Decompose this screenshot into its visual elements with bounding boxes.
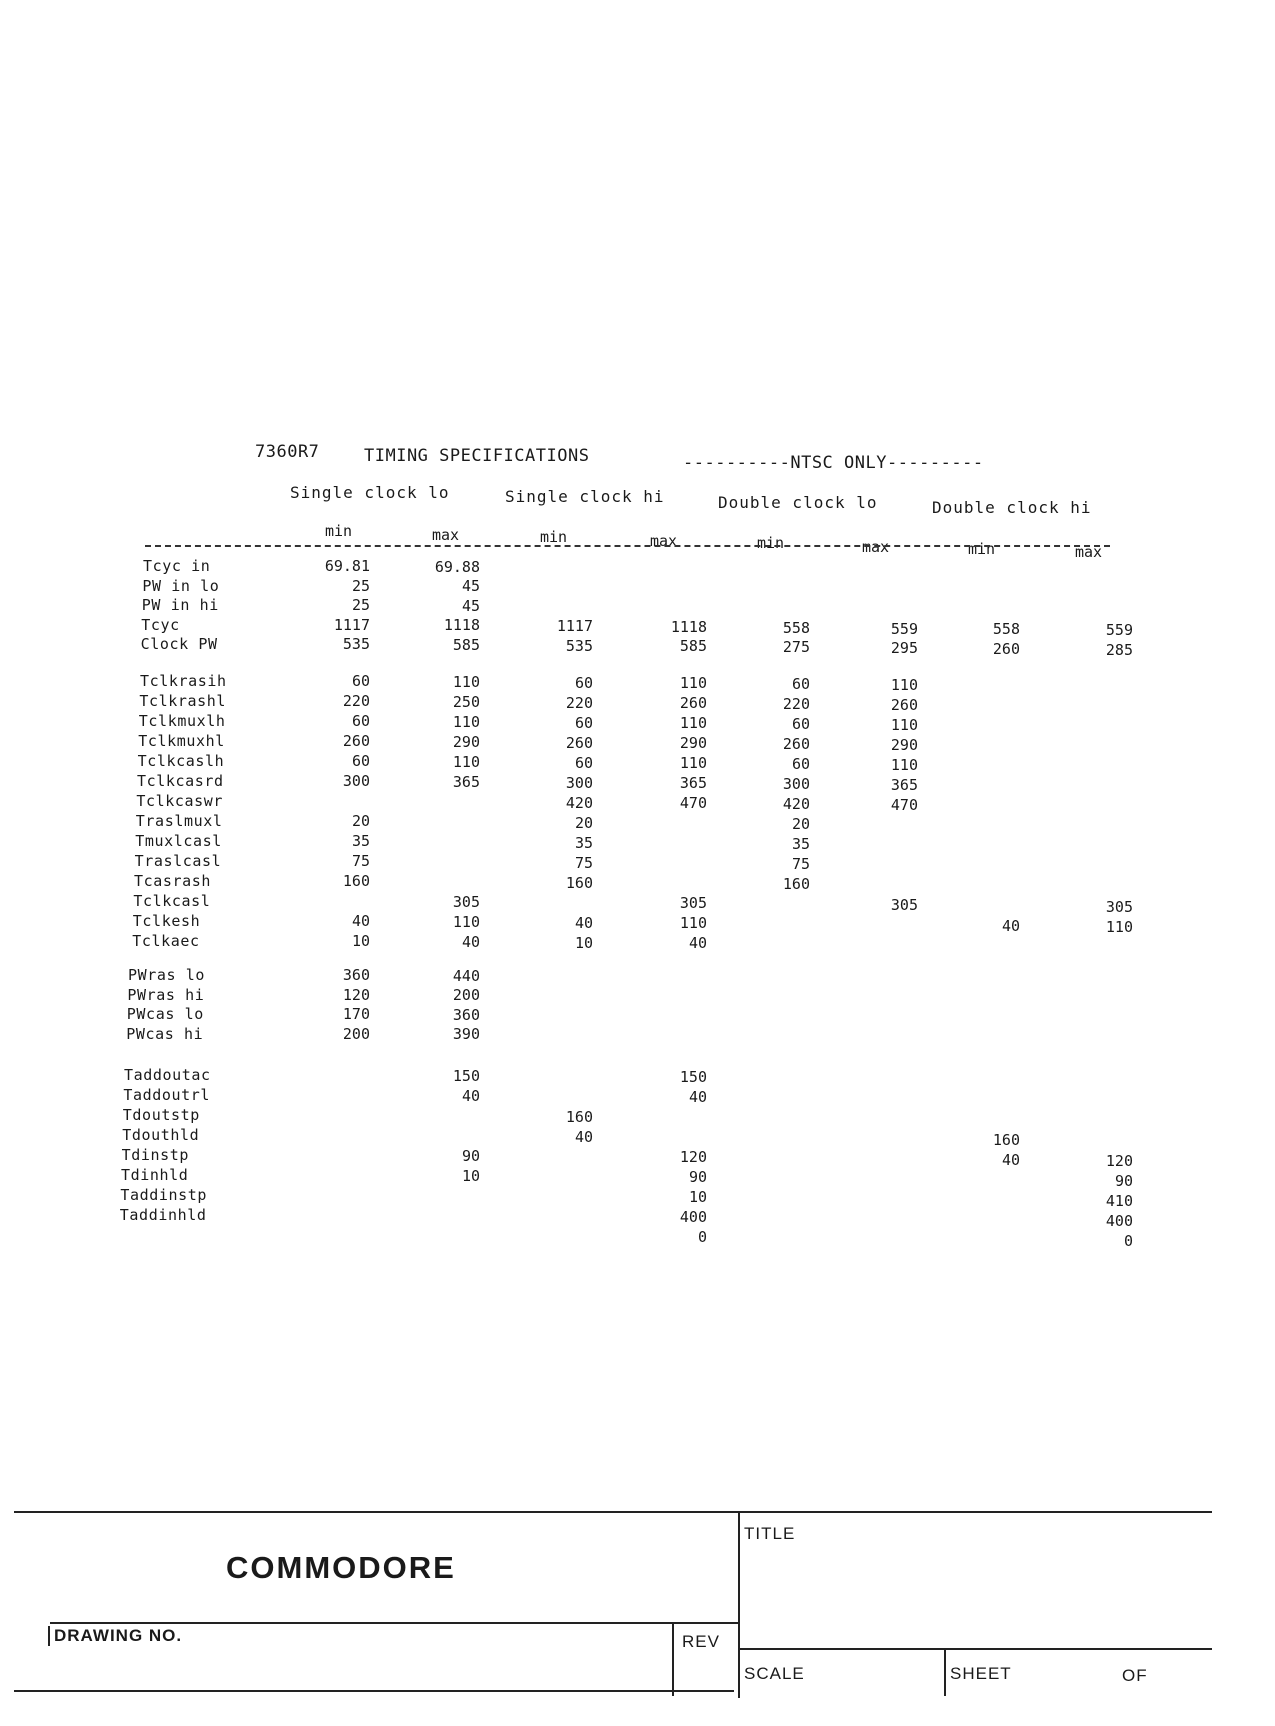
table-cell: 470 xyxy=(679,794,707,813)
parameter-name: Tcasrash xyxy=(134,872,212,890)
table-cell: 60 xyxy=(351,712,370,730)
table-cell: 300 xyxy=(565,773,593,792)
table-cell: 170 xyxy=(342,1005,370,1023)
ntsc-note: ----------NTSC ONLY--------- xyxy=(683,453,984,473)
parameter-name: Tclkcaslh xyxy=(137,752,225,770)
parameter-name: Tclkrasih xyxy=(140,672,227,690)
table-cell: 290 xyxy=(890,736,918,754)
table-cell: 110 xyxy=(452,752,480,771)
table-cell: 40 xyxy=(574,913,593,932)
table-cell: 110 xyxy=(890,716,918,734)
title-block-top-rule xyxy=(14,1511,1212,1513)
table-cell: 410 xyxy=(1105,1191,1133,1210)
parameter-name: PWras hi xyxy=(127,985,205,1004)
table-cell: 45 xyxy=(461,596,480,615)
table-cell: 250 xyxy=(452,692,480,711)
table-cell: 150 xyxy=(452,1066,480,1085)
table-cell: 40 xyxy=(461,932,480,951)
parameter-name: Tcyc xyxy=(141,615,180,634)
table-cell: 160 xyxy=(565,873,593,892)
table-cell: 290 xyxy=(452,732,480,751)
table-cell: 40 xyxy=(574,1127,593,1146)
parameter-name: Tclkmuxhl xyxy=(138,732,225,750)
table-cell: 10 xyxy=(574,933,593,952)
table-cell: 365 xyxy=(679,774,707,793)
table-cell: 110 xyxy=(452,672,480,691)
table-cell: 35 xyxy=(574,833,593,852)
table-cell: 360 xyxy=(452,1005,480,1024)
rev-divider xyxy=(672,1622,674,1696)
parameter-name: PWcas lo xyxy=(126,1005,204,1023)
table-cell: 1117 xyxy=(333,615,370,634)
table-cell: 559 xyxy=(890,619,918,638)
subheader-min-1: min xyxy=(325,522,353,540)
table-cell: 40 xyxy=(1001,916,1020,935)
table-cell: 110 xyxy=(679,674,707,693)
table-cell: 535 xyxy=(565,636,593,655)
table-cell: 35 xyxy=(351,832,370,850)
parameter-name: Tclkrashl xyxy=(139,692,227,710)
table-cell: 110 xyxy=(452,712,480,731)
table-cell: 40 xyxy=(688,1088,707,1107)
subheader-max-2: max xyxy=(650,532,678,550)
table-cell: 558 xyxy=(992,620,1020,639)
table-cell: 20 xyxy=(791,815,810,834)
subheader-min-4: min xyxy=(968,540,996,558)
table-cell: 260 xyxy=(565,733,593,752)
table-cell: 305 xyxy=(1105,897,1133,916)
parameter-name: Tclkaec xyxy=(132,932,200,950)
parameter-name: Traslmuxl xyxy=(135,812,223,830)
table-cell: 69.81 xyxy=(324,557,370,575)
table-cell: 305 xyxy=(452,892,480,911)
table-cell: 300 xyxy=(782,775,810,794)
table-cell: 110 xyxy=(890,676,918,694)
table-cell: 60 xyxy=(351,672,370,690)
table-cell: 69.88 xyxy=(434,557,480,576)
table-cell: 1117 xyxy=(556,617,593,636)
table-cell: 120 xyxy=(679,1148,707,1167)
parameter-name: Tdinhld xyxy=(121,1166,189,1184)
table-cell: 535 xyxy=(342,635,370,653)
table-cell: 160 xyxy=(782,875,810,894)
table-cell: 400 xyxy=(679,1208,707,1227)
table-cell: 110 xyxy=(679,714,707,733)
table-cell: 365 xyxy=(890,776,918,794)
table-cell: 60 xyxy=(791,675,810,694)
table-cell: 60 xyxy=(791,715,810,734)
drawing-no-rule xyxy=(50,1622,738,1624)
table-cell: 110 xyxy=(679,754,707,773)
table-cell: 120 xyxy=(1105,1151,1133,1170)
table-cell: 40 xyxy=(461,1086,480,1105)
table-cell: 160 xyxy=(992,1130,1020,1149)
parameter-name: PWras lo xyxy=(128,966,206,984)
parameter-name: Taddinhld xyxy=(119,1206,207,1224)
parameter-name: Tclkmuxlh xyxy=(138,712,226,730)
table-cell: 90 xyxy=(461,1146,480,1165)
table-cell: 110 xyxy=(452,912,480,931)
table-cell: 25 xyxy=(351,596,370,614)
left-tick xyxy=(48,1626,50,1646)
table-cell: 470 xyxy=(890,796,918,814)
table-cell: 420 xyxy=(565,793,593,812)
table-cell: 260 xyxy=(890,696,918,714)
company-logo-text: COMMODORE xyxy=(226,1550,456,1585)
scale-rule xyxy=(740,1648,1212,1650)
subheader-max-3: max xyxy=(862,538,890,556)
table-cell: 365 xyxy=(452,772,480,791)
parameter-name: Tclkcaswr xyxy=(136,792,224,810)
table-cell: 420 xyxy=(782,795,810,814)
table-cell: 1118 xyxy=(443,616,480,635)
table-cell: 20 xyxy=(351,812,370,830)
table-cell: 1118 xyxy=(670,617,707,636)
table-cell: 260 xyxy=(342,732,370,750)
parameter-name: Tclkcasrd xyxy=(137,772,224,790)
table-cell: 559 xyxy=(1105,621,1133,640)
table-cell: 160 xyxy=(342,872,370,890)
table-cell: 90 xyxy=(1114,1171,1133,1190)
table-cell: 120 xyxy=(342,985,370,1004)
parameter-name: PW in lo xyxy=(142,576,220,595)
table-cell: 0 xyxy=(1123,1231,1133,1250)
table-cell: 220 xyxy=(565,693,593,712)
parameter-name: PW in hi xyxy=(141,596,219,614)
parameter-name: Tclkesh xyxy=(132,912,201,930)
group-double-clock-hi: Double clock hi xyxy=(932,498,1092,517)
subheader-min-3: min xyxy=(757,534,785,552)
table-cell: 295 xyxy=(890,639,918,657)
parameter-name: Tcyc in xyxy=(143,557,211,575)
table-cell: 40 xyxy=(351,912,370,930)
table-cell: 150 xyxy=(679,1068,707,1087)
title-block-bottom-rule xyxy=(14,1690,734,1692)
table-cell: 75 xyxy=(351,852,370,870)
subheader-max-4: max xyxy=(1075,543,1103,561)
table-cell: 60 xyxy=(351,752,370,770)
table-cell: 110 xyxy=(890,756,918,774)
table-cell: 40 xyxy=(1001,1150,1020,1169)
table-cell: 0 xyxy=(697,1228,707,1247)
table-cell: 200 xyxy=(342,1024,370,1043)
parameter-name: Taddoutac xyxy=(124,1066,211,1084)
group-single-clock-lo: Single clock lo xyxy=(290,483,450,502)
table-cell: 305 xyxy=(679,894,707,913)
table-cell: 220 xyxy=(782,695,810,714)
table-cell: 285 xyxy=(1105,640,1133,659)
table-cell: 60 xyxy=(574,713,593,732)
table-cell: 75 xyxy=(574,853,593,872)
table-cell: 220 xyxy=(342,692,370,710)
table-cell: 60 xyxy=(574,673,593,692)
group-double-clock-lo: Double clock lo xyxy=(718,493,878,512)
table-cell: 260 xyxy=(679,694,707,713)
table-cell: 290 xyxy=(679,734,707,753)
page-title: TIMING SPECIFICATIONS xyxy=(364,446,590,466)
sheet-divider xyxy=(944,1648,946,1696)
of-label: OF xyxy=(1122,1666,1148,1685)
table-cell: 275 xyxy=(782,638,810,657)
parameter-name: PWcas hi xyxy=(126,1024,204,1043)
subheader-min-2: min xyxy=(540,528,568,546)
table-cell: 360 xyxy=(342,966,370,984)
table-cell: 440 xyxy=(452,966,480,985)
table-cell: 25 xyxy=(351,576,370,595)
parameter-name: Tdouthld xyxy=(122,1126,200,1144)
parameter-name: Tmuxlcasl xyxy=(135,832,222,850)
title-block-divider xyxy=(738,1512,740,1698)
parameter-name: Tclkcasl xyxy=(133,892,211,910)
table-cell: 260 xyxy=(992,639,1020,658)
table-cell: 10 xyxy=(461,1166,480,1185)
table-cell: 90 xyxy=(688,1168,707,1187)
table-cell: 60 xyxy=(791,755,810,774)
subheader-max-1: max xyxy=(432,526,460,544)
table-cell: 585 xyxy=(679,637,707,656)
table-cell: 75 xyxy=(791,855,810,874)
drawing-no-label: DRAWING NO. xyxy=(54,1626,183,1645)
table-cell: 200 xyxy=(452,986,480,1005)
rev-label: REV xyxy=(682,1632,720,1651)
table-cell: 10 xyxy=(351,932,370,950)
table-cell: 20 xyxy=(574,813,593,832)
table-cell: 110 xyxy=(679,914,707,933)
part-number: 7360R7 xyxy=(255,442,320,462)
table-cell: 35 xyxy=(791,835,810,854)
table-cell: 585 xyxy=(452,635,480,654)
table-cell: 40 xyxy=(688,934,707,953)
table-cell: 160 xyxy=(565,1107,593,1126)
table-cell: 390 xyxy=(452,1025,480,1044)
table-cell: 45 xyxy=(461,577,480,596)
table-cell: 300 xyxy=(342,772,370,790)
table-cell: 10 xyxy=(688,1188,707,1207)
parameter-name: Tdoutstp xyxy=(122,1106,200,1124)
parameter-name: Taddinstp xyxy=(120,1186,208,1204)
table-cell: 305 xyxy=(890,896,918,914)
table-cell: 558 xyxy=(782,618,810,637)
sheet-label: SHEET xyxy=(950,1664,1012,1683)
parameter-name: Taddoutrl xyxy=(123,1086,211,1104)
group-single-clock-hi: Single clock hi xyxy=(505,487,665,506)
parameter-name: Tdinstp xyxy=(121,1146,190,1164)
table-cell: 110 xyxy=(1105,917,1133,936)
table-cell: 260 xyxy=(782,735,810,754)
table-cell: 400 xyxy=(1105,1211,1133,1230)
title-label: TITLE xyxy=(744,1524,796,1543)
parameter-name: Traslcasl xyxy=(134,852,222,870)
parameter-name: Clock PW xyxy=(140,635,218,653)
scale-label: SCALE xyxy=(744,1664,805,1683)
table-cell: 60 xyxy=(574,753,593,772)
